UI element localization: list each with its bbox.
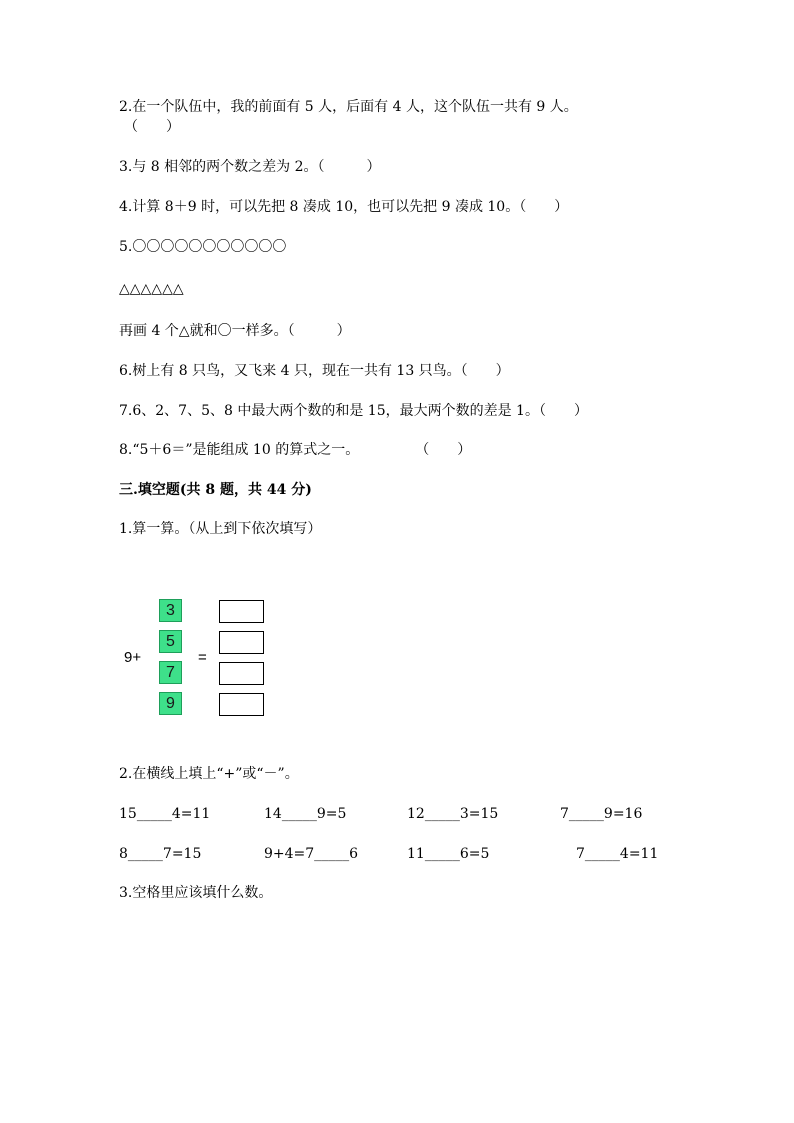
equation[interactable]: 7_____4=11 [576, 846, 659, 862]
number-box: 3 [159, 599, 182, 622]
equation[interactable]: 9+4=7_____6 [264, 846, 359, 862]
triangles-row: △△△△△△ [119, 281, 184, 297]
equation[interactable]: 14_____9=5 [264, 806, 347, 822]
question-4: 4.计算 8＋9 时，可以先把 8 凑成 10，也可以先把 9 凑成 10。（ ） [119, 199, 569, 215]
section-heading: 三.填空题(共 8 题，共 44 分) [119, 482, 312, 498]
fill-question-1-title: 1.算一算。（从上到下依次填写） [119, 521, 322, 537]
number-box: 5 [159, 630, 182, 653]
circles-row: 5.〇〇〇〇〇〇〇〇〇〇〇 [119, 239, 287, 255]
answer-box[interactable] [219, 600, 264, 623]
answer-box[interactable] [219, 693, 264, 716]
question-2-text: 2.在一个队伍中，我的前面有 5 人，后面有 4 人，这个队伍一共有 9 人。 [119, 99, 578, 115]
question-7: 7.6、2、7、5、8 中最大两个数的和是 15，最大两个数的差是 1。（ ） [119, 403, 588, 419]
question-3: 3.与 8 相邻的两个数之差为 2。（ ） [119, 159, 381, 175]
equation[interactable]: 12_____3=15 [407, 806, 499, 822]
equation[interactable]: 15_____4=11 [119, 806, 211, 822]
fill-question-3-title: 3.空格里应该填什么数。 [119, 885, 273, 901]
number-box: 7 [159, 661, 182, 684]
equation[interactable]: 11_____6=5 [407, 846, 490, 862]
answer-box[interactable] [219, 631, 264, 654]
prefix-label: 9+ [124, 649, 142, 666]
answer-box[interactable] [219, 662, 264, 685]
question-6: 6.树上有 8 只鸟，又飞来 4 只，现在一共有 13 只鸟。（ ） [119, 363, 510, 379]
question-8: 8.“5＋6＝”是能组成 10 的算式之一。 （ ） [119, 442, 472, 458]
question-5-text: 再画 4 个△就和〇一样多。（ ） [119, 323, 351, 339]
fill-question-2-title: 2.在横线上填上“+”或“－”。 [119, 766, 299, 782]
equals-sign: = [198, 649, 207, 666]
equation[interactable]: 7_____9=16 [560, 806, 643, 822]
equation[interactable]: 8_____7=15 [119, 846, 202, 862]
number-box: 9 [159, 692, 182, 715]
answer-paren[interactable]: （ ） [124, 119, 180, 135]
